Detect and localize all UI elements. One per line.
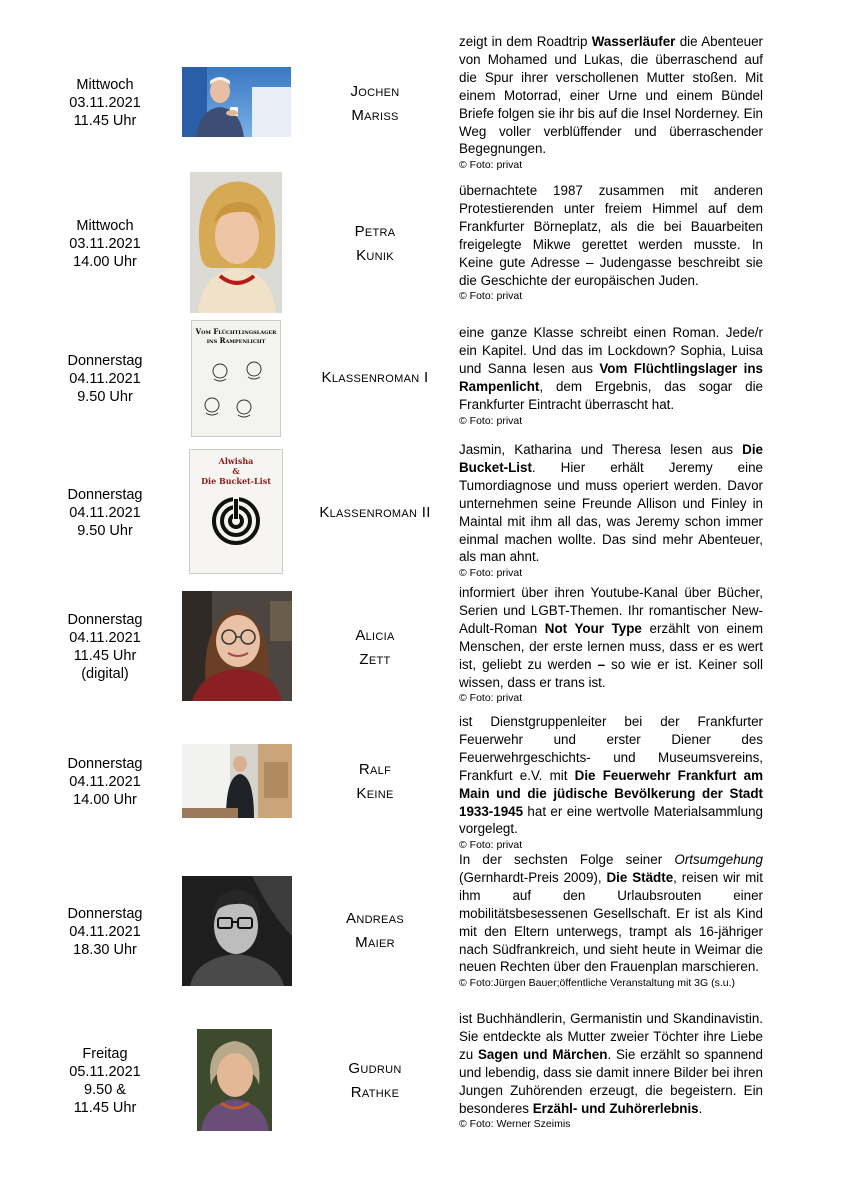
author-name: Klassenroman II bbox=[319, 504, 431, 521]
photo-credit: © Foto: privat bbox=[459, 839, 523, 852]
labyrinth-icon bbox=[190, 495, 282, 565]
author-name: Gudrun Rathke bbox=[348, 1060, 402, 1101]
event-description: In der sechsten Folge seiner Ortsumgehung (Gernhardt-Preis 2009), Die Städte, reisen wir mit ihm auf den Urlaubsrouten einer mobilitätsbesessenen Gesellschaft. Er ist als Kind mit den Eltern unterwegs, trampt als 16-jähriger nach Südfrankreich, und sieht heute in Weimar die neuen Rechten über den Frauenplan marschieren. © Foto:Jürgen Bauer;öffentliche Veranstaltung mit 3G (s.u.) bbox=[459, 852, 763, 990]
author-name: Klassenroman I bbox=[321, 369, 429, 386]
event-description: Jasmin, Katharina und Theresa lesen aus Die Bucket-List. Hier erhält Jeremy eine Tumordiagnose und muss operiert werden. Davor unternehmen seine Freunde Allison und Finley in Maintal mit ihm all das, was Jeremy schon immer einmal machen wollte. Das sind mehr Abenteuer, als man ahnt. © Foto: privat bbox=[459, 442, 763, 580]
author-name: Petra Kunik bbox=[354, 223, 396, 264]
event-description: ist Buchhändlerin, Germanistin und Skandinavistin. Sie entdeckte als Mutter zweier Töchter ihre Liebe zu Sagen und Märchen. Sie erzählt so spannend und lebendig, dass sie damit innere Bilder bei ihren Jungen Zuhörenden erzeugt, die begeistern. Ein besonderes Erzähl- und Zuhörerlebnis. © Foto: Werner Szeimis bbox=[459, 1011, 763, 1131]
author-photo bbox=[182, 876, 292, 986]
photo-credit: © Foto: privat bbox=[459, 567, 523, 580]
event-date: Donnerstag 04.11.2021 14.00 Uhr bbox=[67, 756, 143, 808]
event-description: ist Dienstgruppenleiter bei der Frankfurter Feuerwehr und erster Diener des Feuerwehrgeschichts- und Museumsvereins, Frankfurt e.V. mit Die Feuerwehr Frankfurt am Main und die jüdische Bevölkerung der Stadt 1933-1945 hat er eine wertvolle Materialsammlung vorgelegt. © Foto: privat bbox=[459, 714, 763, 852]
event-date: Freitag 05.11.2021 9.50 & 11.45 Uhr bbox=[69, 1046, 141, 1116]
cover-title: Alwisha & Die Bucket-List bbox=[201, 456, 271, 486]
author-photo bbox=[182, 591, 292, 701]
cover-title: Vom Flüchtlingslager ins Rampenlicht bbox=[195, 327, 277, 345]
event-date: Donnerstag 04.11.2021 9.50 Uhr bbox=[67, 353, 143, 405]
photo-credit: © Foto:Jürgen Bauer;öffentliche Veranstaltung mit 3G (s.u.) bbox=[459, 977, 736, 990]
author-photo bbox=[182, 67, 291, 137]
book-cover bbox=[191, 320, 281, 437]
book-cover bbox=[189, 449, 283, 574]
event-description: zeigt in dem Roadtrip Wasserläufer die Abenteuer von Mohamed und Lukas, die überraschend auf die Spur ihrer verschollenen Mutter stoßen. Mit einem Motorrad, einer Urne und einem Bündel Briefe folgen sie ihr bis auf die Insel Norderney. Ein Weg voller verblüffender und überraschender Begegnungen. © Foto: privat bbox=[459, 34, 763, 172]
author-name: Jochen Mariss bbox=[350, 83, 400, 124]
event-date: Mittwoch 03.11.2021 11.45 Uhr bbox=[69, 77, 141, 129]
photo-credit: © Foto: privat bbox=[459, 692, 523, 705]
event-date: Donnerstag 04.11.2021 11.45 Uhr (digital) bbox=[67, 612, 143, 682]
event-description: eine ganze Klasse schreibt einen Roman. Jede/r ein Kapitel. Und das im Lockdown? Sophia, Luisa und Sanna lesen aus Vom Flüchtlingslager ins Rampenlicht, dem Ergebnis, das sogar die Frankfurter Eintracht überrascht hat. © Foto: privat bbox=[459, 325, 763, 427]
event-date: Donnerstag 04.11.2021 18.30 Uhr bbox=[67, 906, 143, 958]
author-photo bbox=[190, 172, 282, 313]
event-description: übernachtete 1987 zusammen mit anderen Protestierenden unter freiem Himmel auf dem Frankfurter Börneplatz, als die bei Bauarbeiten freigelegte Mikwe gerettet werden musste. In Keine gute Adresse – Judengasse beschreibt sie die Geschichte der europäischen Juden. © Foto: privat bbox=[459, 183, 763, 303]
author-photo bbox=[182, 744, 292, 818]
event-date: Mittwoch 03.11.2021 14.00 Uhr bbox=[69, 218, 141, 270]
event-description: informiert über ihren Youtube-Kanal über Bücher, Serien und LGBT-Themen. Ihr romantischer New-Adult-Roman Not Your Type erzählt von einem Menschen, der erste lernen muss, dass er es wert ist, geliebt zu werden – so wie er ist. Keiner soll wissen, dass er trans ist. © Foto: privat bbox=[459, 585, 763, 705]
photo-credit: © Foto: privat bbox=[459, 159, 523, 172]
author-name: Andreas Maier bbox=[346, 910, 404, 951]
photo-credit: © Foto: Werner Szeimis bbox=[459, 1118, 571, 1131]
event-date: Donnerstag 04.11.2021 9.50 Uhr bbox=[67, 487, 143, 539]
author-photo bbox=[197, 1029, 272, 1131]
photo-credit: © Foto: privat bbox=[459, 414, 523, 427]
photo-credit: © Foto: privat bbox=[459, 290, 523, 303]
author-name: Ralf Keine bbox=[356, 761, 394, 802]
author-name: Alicia Zett bbox=[355, 627, 395, 668]
